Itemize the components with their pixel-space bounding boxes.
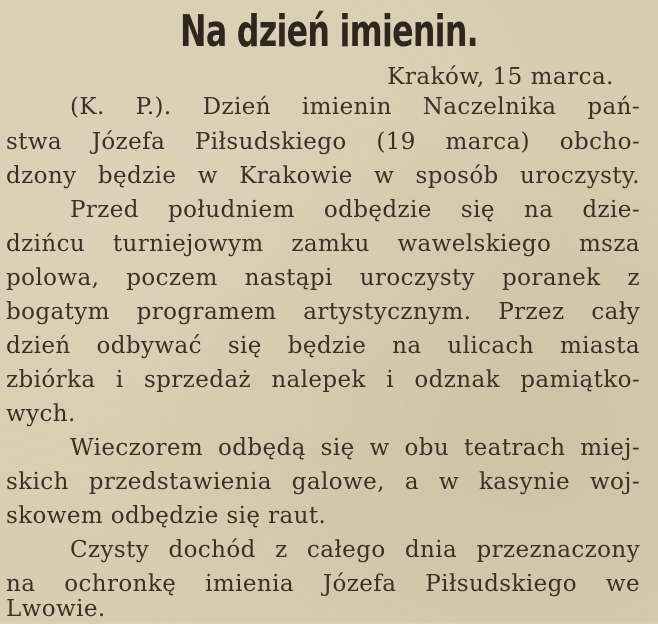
text-line: na ochronkę imienia Józefa Piłsudskiego we (6, 571, 640, 597)
text-line: dzony będzie w Krakowie w sposób uroczysty. (6, 163, 640, 189)
text-line: (K. P.). Dzień imienin Naczelnika pań- (70, 94, 640, 120)
text-line: dzińcu turniejowym zamku wawelskiego msza (6, 231, 640, 257)
dateline: Kraków, 15 marca. (387, 64, 614, 90)
text-line: wych. (6, 401, 76, 427)
text-line: skich przedstawienia galowe, a w kasynie woj- (6, 469, 640, 495)
text-line: Przed południem odbędzie się na dzie- (70, 197, 640, 223)
text-line: Wieczorem odbędą się w obu teatrach miej- (70, 435, 640, 461)
text-line: stwa Józefa Piłsudskiego (19 marca) obcho- (6, 129, 640, 155)
text-line: skowem odbędzie się raut. (6, 503, 327, 529)
headline: Na dzień imienin. (180, 6, 478, 57)
text-line: dzień odbywać się będzie na ulicach miasta (6, 333, 640, 359)
text-line: Czysty dochód z całego dnia przeznaczony (70, 537, 640, 563)
text-line: Lwowie. (6, 596, 106, 622)
text-line: polowa, poczem nastąpi uroczysty poranek z (6, 265, 640, 291)
text-line: bogatym programem artystycznym. Przez cały (6, 299, 640, 325)
text-line: zbiórka i sprzedaż nalepek i odznak pamiątko- (6, 367, 640, 393)
